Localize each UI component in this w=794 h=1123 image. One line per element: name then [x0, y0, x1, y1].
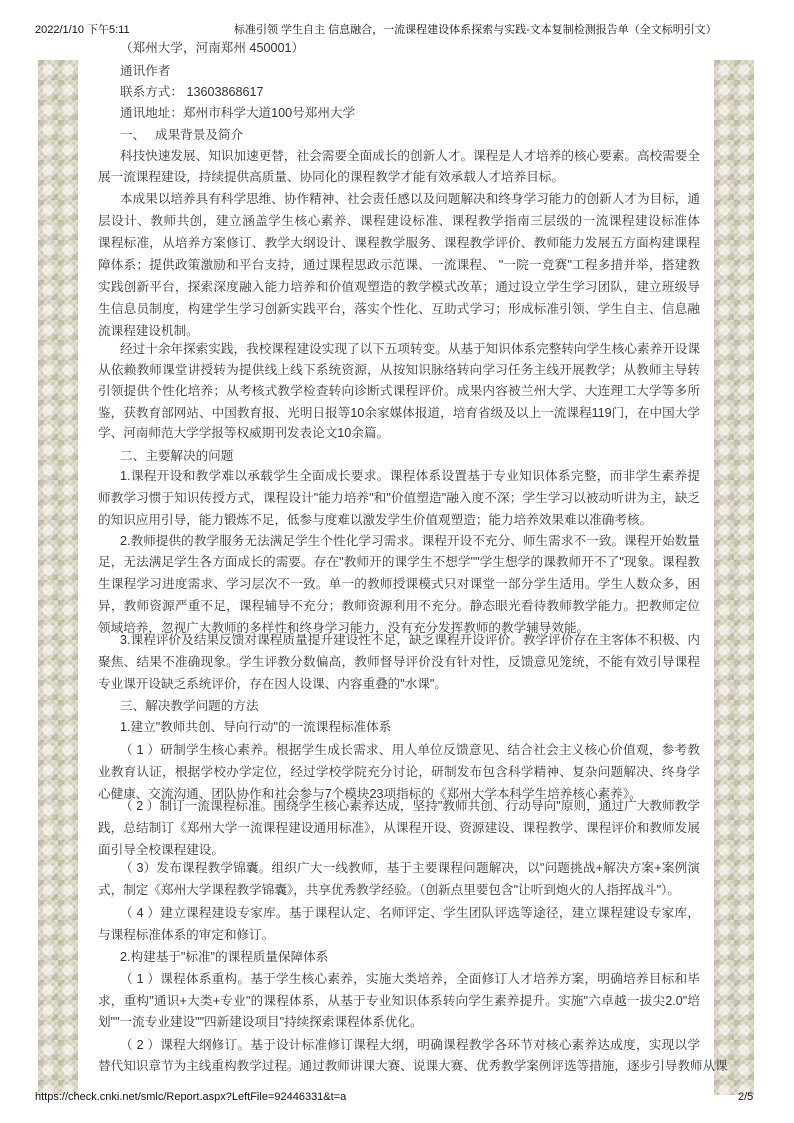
document-title: 标准引领 学生自主 信息融合，一流课程建设体系探索与实践-文本复制检测报告单（全文标明引文） — [234, 24, 717, 36]
text-line: 与课程标准体系的审定和修订。 — [98, 928, 275, 942]
text-line: 异，教师资源严重不足，课程辅导不充分；教师资源利用不充分。静态眼光看待教师教学能力。把教师定位 — [98, 599, 700, 613]
text-line: 生信息员制度，构建学生学习创新实践平台，落实个性化、互助式学习；形成标准引领、学生自主、信息融 — [98, 302, 700, 316]
text-line: 1.课程开设和教学难以承载学生全面成长要求。课程体系设置基于专业知识体系完整，而非学生素养提 — [120, 469, 700, 483]
text-line: 本成果以培养具有科学思维、协作精神、社会责任感以及问题解决和终身学习能力的创新人才为目标，通 — [120, 192, 700, 206]
right-decorative-border — [714, 60, 754, 1095]
text-line: （ 1 ）研制学生核心素养。根据学生成长需求、用人单位反馈意见、结合社会主义核心价值观，参考教 — [120, 743, 700, 757]
text-line: 划""一流专业建设""四新建设项目"持续探索课程体系优化。 — [98, 1015, 423, 1029]
text-line: 聚焦、结果不准确现象。学生评教分数偏高，教师督导评价没有针对性，反馈意见笼统，不能有效引导课程 — [98, 655, 700, 669]
text-line: 式，制定《郑州大学课程教学锦囊》，共享优秀教学经验。（创新点里要包含"让听到炮火的人指挥战斗"）。 — [98, 883, 680, 897]
text-line: 一、 成果背景及简介 — [120, 128, 244, 142]
text-line: （ 4 ）建立课程建设专家库。基于课程认定、名师评定、学生团队评选等途径，建立课程建设专家库， — [120, 906, 700, 920]
text-line: 层设计、教师共创，建立涵盖学生核心素养、课程建设标准、课程教学指南三层级的一流课程建设标准体 — [98, 214, 700, 228]
text-line: 引领提供个性化培养；从考核式教学检查转向诊断式课程评价。成果内容被兰州大学、大连理工大学等多所 — [98, 384, 700, 398]
text-line: （ 3）发布课程教学锦囊。组织广大一线教师，基于主要课程问题解决，以"问题挑战+解决方案+案例演 — [120, 861, 700, 875]
text-line: 3.课程评价及结果反馈对课程质量提升建设性不足，缺乏课程开设评价。教学评价存在主客体不积极、内 — [120, 633, 700, 647]
text-line: 业教育认证，根据学校办学定位，经过学校学院充分讨论，研制发布包含科学精神、复杂问题解决、终身学 — [98, 765, 700, 779]
text-line: 足，无法满足学生各方面成长的需要。存在"教师开的课学生不想学""学生想学的课教师开不了"现象。课程教 — [98, 555, 700, 569]
text-line: 师教学习惯于知识传授方式，课程设计"能力培养"和"价值塑造"融入度不深；学生学习以被动听讲为主，缺乏 — [98, 491, 700, 505]
text-line: 1.建立"教师共创、导向行动"的一流课程标准体系 — [120, 720, 392, 734]
text-line: 二、主要解决的问题 — [120, 449, 234, 463]
text-line: 学、河南师范大学学报等权威期刊发表论文10余篇。 — [98, 426, 390, 440]
text-line: 面引导全校课程建设。 — [98, 843, 224, 857]
text-line: 的知识应用引导，能力锻炼不足，低参与度难以激发学生价值观塑造；能力培养效果难以准确考核。 — [98, 513, 653, 527]
page-number: 2/5 — [738, 1091, 754, 1103]
text-line: （ 2 ）制订一流课程标准。围绕学生核心素养达成，坚持"教师共创、行动导向"原则，通过广大教师教学 — [120, 799, 700, 813]
text-line: 2.教师提供的教学服务无法满足学生个性化学习需求。课程开设不充分、师生需求不一致。课程开始数量 — [120, 534, 700, 548]
text-line: 科技快速发展、知识加速更替，社会需要全面成长的创新人才。课程是人才培养的核心要素。高校需要全 — [120, 149, 700, 163]
text-line: 专业课开设缺乏系统评价，存在因人设课、内容重叠的"水课"。 — [98, 677, 447, 691]
text-line: 鉴，获教育部网站、中国教育报、光明日报等10余家媒体报道，培育省级及以上一流课程119门，在中国大学 — [98, 406, 700, 420]
text-line: 践，总结制订《郑州大学一流课程建设通用标准》，从课程开设、资源建设、课程教学、课程评价和教师发展 — [98, 821, 700, 835]
page-url[interactable]: https://check.cnki.net/smlc/Report.aspx?LeftFile=92446331&t=a — [35, 1091, 347, 1103]
text-line: 经过十余年探索实践，我校课程建设实现了以下五项转变。从基于知识体系完整转向学生核心素养开设课 — [120, 342, 700, 356]
print-datetime: 2022/1/10 下午5:11 — [35, 24, 130, 36]
text-line: （郑州大学，河南郑州 450001） — [120, 41, 305, 55]
text-line: 通讯作者 — [120, 64, 171, 78]
text-line: （ 2 ）课程大纲修订。基于设计标准修订课程大纲，明确课程教学各环节对核心素养达成度，实现以学 — [120, 1038, 700, 1052]
text-line: 2.构建基于"标准"的课程质量保障体系 — [120, 950, 329, 964]
text-line: 三、解决教学问题的方法 — [120, 699, 259, 713]
text-line: 联系方式： 13603868617 — [120, 85, 264, 99]
text-line: 从依赖教师课堂讲授转为提供线上线下系统资源，从按知识脉络转向学习任务主线开展教学；从教师主导转 — [98, 363, 700, 377]
text-line: 替代知识章节为主线重构教学过程。通过教师讲课大赛、说课大赛、优秀教学案例评选等措施，逐步引导教师从课 — [98, 1059, 728, 1073]
text-line: 流课程建设机制。 — [98, 324, 199, 338]
text-line: 心健康、交流沟通、团队协作和社会参与7个模块23项指标的《郑州大学本科学生培养核心素养》。 — [98, 787, 642, 801]
text-line: 通讯地址：郑州市科学大道100号郑州大学 — [120, 106, 356, 120]
text-line: 实践创新平台，探索深度融入能力培养和价值观塑造的教学模式改革；通过设立学生学习团队，建立班级导 — [98, 280, 700, 294]
text-line: 领域培养，忽视广大教师的多样性和终身学习能力，没有充分发挥教师的教学辅导效能。 — [98, 621, 590, 635]
text-line: （ 1 ）课程体系重构。基于学生核心素养，实施大类培养，全面修订人才培养方案，明确培养目标和毕 — [120, 972, 700, 986]
text-line: 障体系；提供政策激励和平台支持，通过课程思政示范课、一流课程、 "一院一竞赛"工程多措并举，搭建教 — [98, 258, 700, 272]
text-line: 展一流课程建设，持续提供高质量、协同化的课程教学才能有效承载人才培养目标。 — [98, 170, 564, 184]
text-line: 求，重构"通识+大类+专业"的课程体系，从基于专业知识体系转向学生素养提升。实施"六卓越一拔尖2.0"培 — [98, 994, 700, 1008]
text-line: 课程标准，从培养方案修订、教学大纲设计、课程教学服务、课程教学评价、教师能力发展五方面构建课程 — [98, 236, 700, 250]
text-line: 生课程学习进度需求、学习层次不一致。单一的教师授课模式只对课堂一部分学生适用。学生人数众多，困 — [98, 577, 700, 591]
left-decorative-border — [38, 60, 78, 1095]
